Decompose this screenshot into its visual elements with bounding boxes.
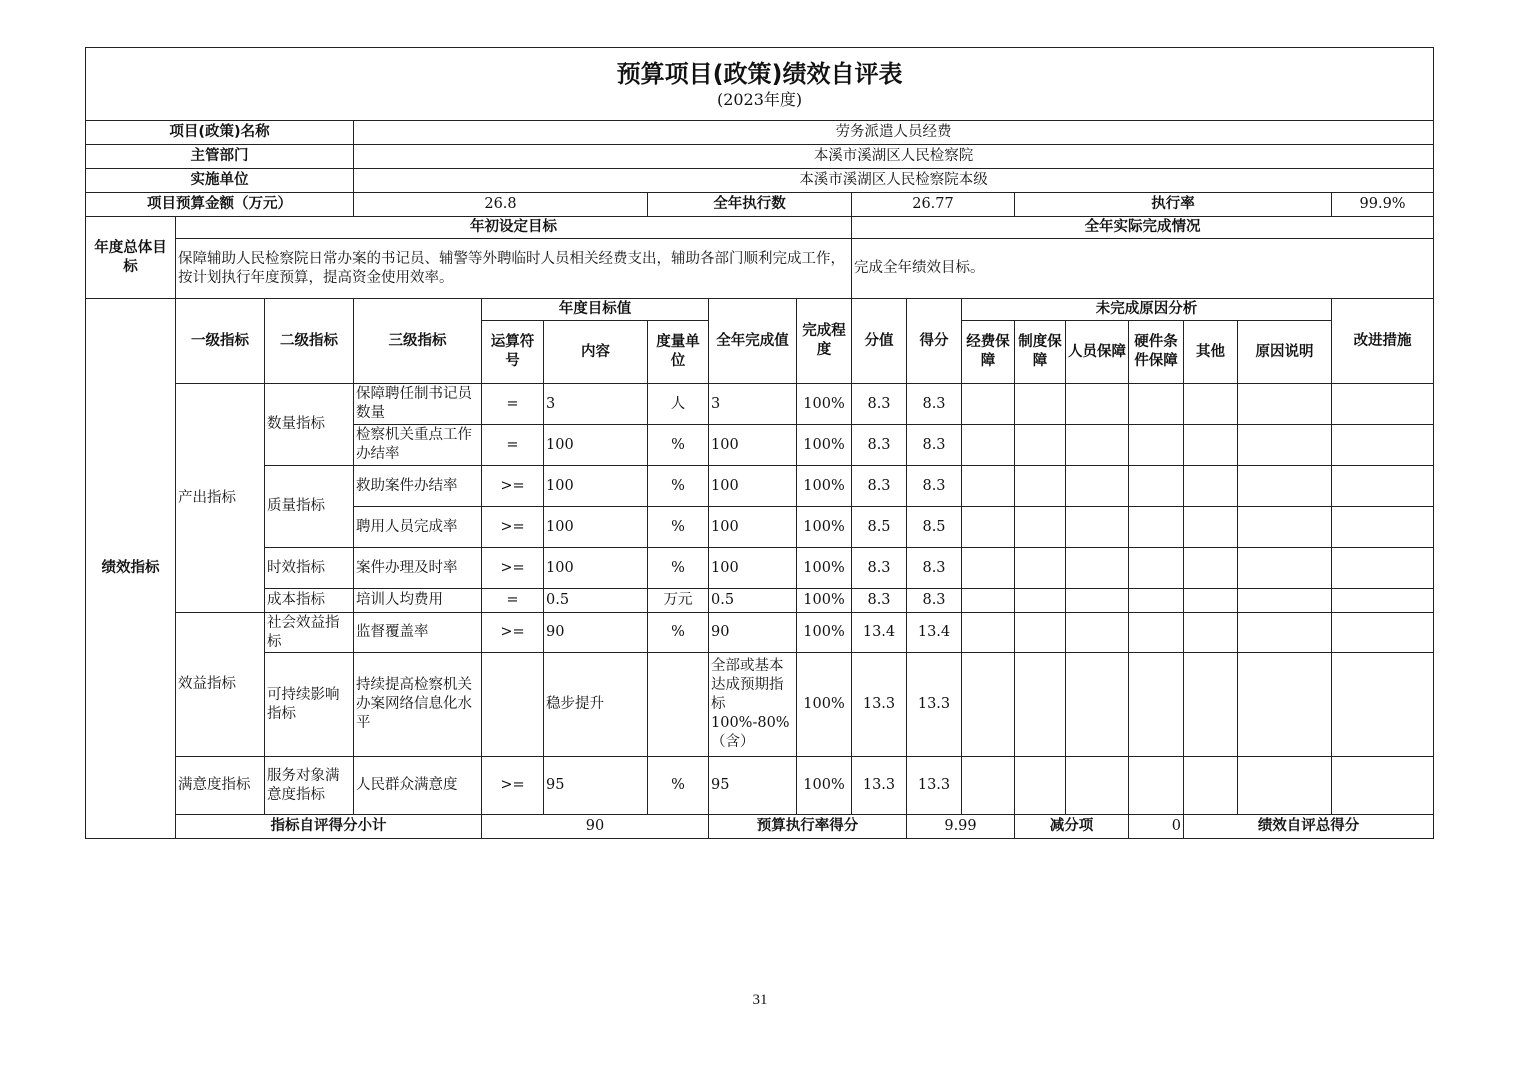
table-row xyxy=(86,548,1434,589)
actual-cell: 90 xyxy=(709,613,797,653)
actual-cell: 100 xyxy=(709,507,797,548)
exec-value: 26.77 xyxy=(852,193,1015,217)
page-title: 预算项目(政策)绩效自评表 xyxy=(616,60,903,88)
level3-cell: 聘用人员完成率 xyxy=(354,507,482,548)
level1-benefit: 效益指标 xyxy=(176,613,265,757)
content-cell: 95 xyxy=(544,757,648,815)
subtotal-label: 指标自评得分小计 xyxy=(176,815,482,839)
header-level3: 三级指标 xyxy=(354,299,482,384)
unit-cell: % xyxy=(648,466,709,507)
unit-cell: % xyxy=(648,425,709,466)
budget-score-label: 预算执行率得分 xyxy=(709,815,907,839)
op-cell: = xyxy=(482,589,544,613)
actual-cell: 0.5 xyxy=(709,589,797,613)
unit-cell: % xyxy=(648,548,709,589)
dept-value: 本溪市溪湖区人民检察院 xyxy=(354,145,1434,169)
deduct-label: 减分项 xyxy=(1015,815,1129,839)
goal-initial-text: 保障辅助人民检察院日常办案的书记员、辅警等外聘临时人员相关经费支出，辅助各部门顺利完成工作，按计划执行年度预算，提高资金使用效率。 xyxy=(176,239,852,299)
budget-value: 26.8 xyxy=(354,193,648,217)
budget-score-value: 9.99 xyxy=(907,815,1015,839)
unit-cell: % xyxy=(648,757,709,815)
op-cell: >= xyxy=(482,548,544,589)
actual-cell: 全部或基本达成预期指标100%-80%（含） xyxy=(709,653,797,757)
actual-cell: 100 xyxy=(709,425,797,466)
op-cell: >= xyxy=(482,507,544,548)
score-cell: 8.3 xyxy=(852,589,907,613)
actual-cell: 100 xyxy=(709,548,797,589)
op-cell: = xyxy=(482,384,544,425)
content-cell: 100 xyxy=(544,466,648,507)
header-target: 年度目标值 xyxy=(482,299,709,321)
header-staff: 人员保障 xyxy=(1066,321,1129,384)
level3-cell: 培训人均费用 xyxy=(354,589,482,613)
budget-label: 项目预算金额（万元） xyxy=(86,193,354,217)
level3-cell: 救助案件办结率 xyxy=(354,466,482,507)
header-content: 内容 xyxy=(544,321,648,384)
content-cell: 100 xyxy=(544,425,648,466)
level2-time: 时效指标 xyxy=(265,548,354,589)
header-reason: 未完成原因分析 xyxy=(962,299,1332,321)
level2-quality: 质量指标 xyxy=(265,466,354,548)
content-cell: 100 xyxy=(544,507,648,548)
title-cell xyxy=(86,48,1434,121)
level2-sustain: 可持续影响指标 xyxy=(265,653,354,757)
op-cell: >= xyxy=(482,466,544,507)
content-cell: 稳步提升 xyxy=(544,653,648,757)
header-actual: 全年完成值 xyxy=(709,299,797,384)
header-got: 得分 xyxy=(907,299,962,384)
got-cell: 8.5 xyxy=(907,507,962,548)
level3-cell: 检察机关重点工作办结率 xyxy=(354,425,482,466)
got-cell: 8.3 xyxy=(907,384,962,425)
level3-cell: 人民群众满意度 xyxy=(354,757,482,815)
header-degree: 完成程度 xyxy=(797,299,852,384)
op-cell: >= xyxy=(482,613,544,653)
header-level1: 一级指标 xyxy=(176,299,265,384)
goal-label: 年度总体目标 xyxy=(86,217,176,299)
degree-cell: 100% xyxy=(797,384,852,425)
level2-cost: 成本指标 xyxy=(265,589,354,613)
degree-cell: 100% xyxy=(797,757,852,815)
actual-cell: 3 xyxy=(709,384,797,425)
got-cell: 13.4 xyxy=(907,613,962,653)
total-label: 绩效自评总得分 xyxy=(1184,815,1434,839)
header-other: 其他 xyxy=(1184,321,1238,384)
perf-label: 绩效指标 xyxy=(86,299,176,839)
degree-cell: 100% xyxy=(797,507,852,548)
table-row xyxy=(86,613,1434,653)
degree-cell: 100% xyxy=(797,425,852,466)
level3-cell: 保障聘任制书记员数量 xyxy=(354,384,482,425)
subtotal-value: 90 xyxy=(482,815,709,839)
header-score: 分值 xyxy=(852,299,907,384)
header-op: 运算符号 xyxy=(482,321,544,384)
unit-label: 实施单位 xyxy=(86,169,354,193)
unit-cell xyxy=(648,653,709,757)
got-cell: 8.3 xyxy=(907,589,962,613)
got-cell: 8.3 xyxy=(907,466,962,507)
table-row xyxy=(86,757,1434,815)
header-explain: 原因说明 xyxy=(1238,321,1332,384)
degree-cell: 100% xyxy=(797,613,852,653)
rate-label: 执行率 xyxy=(1015,193,1332,217)
performance-self-evaluation-table xyxy=(85,47,1434,839)
header-hardware: 硬件条件保障 xyxy=(1129,321,1184,384)
unit-cell: 人 xyxy=(648,384,709,425)
table-row xyxy=(86,653,1434,757)
unit-cell: % xyxy=(648,613,709,653)
got-cell: 8.3 xyxy=(907,548,962,589)
header-unit: 度量单位 xyxy=(648,321,709,384)
got-cell: 13.3 xyxy=(907,757,962,815)
table-row xyxy=(86,384,1434,425)
header-improve: 改进措施 xyxy=(1332,299,1434,384)
score-cell: 8.3 xyxy=(852,425,907,466)
score-cell: 13.3 xyxy=(852,757,907,815)
level2-quantity: 数量指标 xyxy=(265,384,354,466)
level2-social: 社会效益指标 xyxy=(265,613,354,653)
op-cell: = xyxy=(482,425,544,466)
level2-service: 服务对象满意度指标 xyxy=(265,757,354,815)
header-system: 制度保障 xyxy=(1015,321,1066,384)
level3-cell: 监督覆盖率 xyxy=(354,613,482,653)
score-cell: 13.4 xyxy=(852,613,907,653)
degree-cell: 100% xyxy=(797,653,852,757)
table-row xyxy=(86,466,1434,507)
actual-cell: 95 xyxy=(709,757,797,815)
content-cell: 100 xyxy=(544,548,648,589)
score-cell: 8.3 xyxy=(852,548,907,589)
project-name-label: 项目(政策)名称 xyxy=(86,121,354,145)
score-cell: 8.3 xyxy=(852,384,907,425)
header-fund: 经费保障 xyxy=(962,321,1015,384)
content-cell: 3 xyxy=(544,384,648,425)
project-name-value: 劳务派遣人员经费 xyxy=(354,121,1434,145)
degree-cell: 100% xyxy=(797,548,852,589)
level1-output: 产出指标 xyxy=(176,384,265,613)
level1-satisfaction: 满意度指标 xyxy=(176,757,265,815)
got-cell: 13.3 xyxy=(907,653,962,757)
unit-cell: % xyxy=(648,507,709,548)
score-cell: 8.3 xyxy=(852,466,907,507)
table-row xyxy=(86,589,1434,613)
actual-cell: 100 xyxy=(709,466,797,507)
degree-cell: 100% xyxy=(797,589,852,613)
content-cell: 90 xyxy=(544,613,648,653)
level3-cell: 持续提高检察机关办案网络信息化水平 xyxy=(354,653,482,757)
score-cell: 13.3 xyxy=(852,653,907,757)
goal-actual-text: 完成全年绩效目标。 xyxy=(852,239,1434,299)
rate-value: 99.9% xyxy=(1332,193,1434,217)
header-level2: 二级指标 xyxy=(265,299,354,384)
score-cell: 8.5 xyxy=(852,507,907,548)
page-subtitle: (2023年度) xyxy=(716,90,803,109)
deduct-value: 0 xyxy=(1129,815,1184,839)
dept-label: 主管部门 xyxy=(86,145,354,169)
unit-cell: 万元 xyxy=(648,589,709,613)
unit-value: 本溪市溪湖区人民检察院本级 xyxy=(354,169,1434,193)
op-cell: >= xyxy=(482,757,544,815)
page-number: 31 xyxy=(752,992,768,1008)
exec-label: 全年执行数 xyxy=(648,193,852,217)
degree-cell: 100% xyxy=(797,466,852,507)
content-cell: 0.5 xyxy=(544,589,648,613)
goal-initial-header: 年初设定目标 xyxy=(176,217,852,239)
level3-cell: 案件办理及时率 xyxy=(354,548,482,589)
got-cell: 8.3 xyxy=(907,425,962,466)
goal-actual-header: 全年实际完成情况 xyxy=(852,217,1434,239)
op-cell xyxy=(482,653,544,757)
